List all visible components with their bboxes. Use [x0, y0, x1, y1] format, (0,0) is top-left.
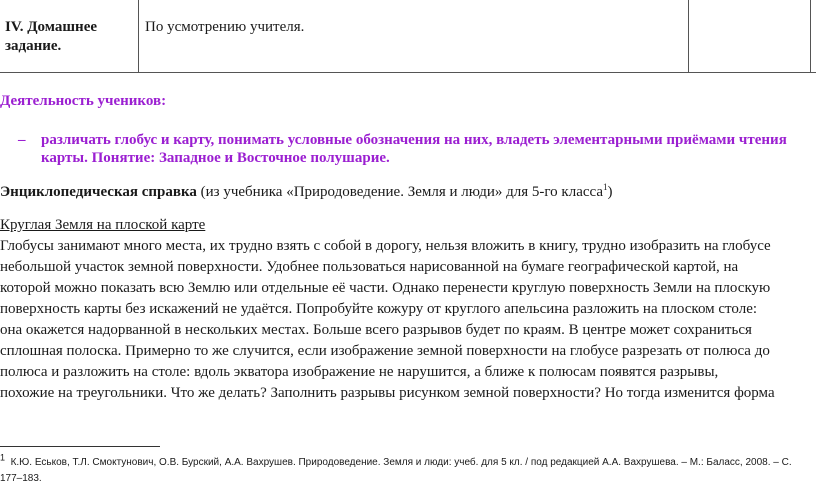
activity-dash: –	[18, 132, 26, 148]
table-bottom-border	[0, 72, 816, 73]
table-cell-heading	[5, 18, 97, 56]
article-line-5: она окажется надорванной в нескольких местах. Больше всего разрывов будет по краям. В центре может сохраниться	[0, 322, 752, 338]
table-divider-3	[810, 0, 811, 73]
reference-text: (из учебника «Природоведение. Земля и люди» для 5-го класса	[196, 184, 604, 200]
footnote-line-2: 177–183.	[0, 473, 42, 484]
table-cell-heading-line-1: IV. Домашнее	[5, 19, 98, 35]
table-cell-content: По усмотрению учителя.	[145, 19, 305, 35]
reference-footnote-mark: 1	[603, 182, 608, 192]
article-title: Круглая Земля на плоской карте	[0, 217, 206, 233]
footnote-text-1: К.Ю. Еськов, Т.Л. Смоктунович, О.В. Бурский, А.А. Вахрушев. Природоведение. Земля и люди: учеб. для 5 кл. / под редакцией А.А. Вахрушева. – М.: Баласс, 2008. – С.	[10, 457, 792, 468]
homework-table-row	[0, 0, 816, 73]
article-line-7: полюса и разложить на столе: вдоль экватора изображение не нарушится, а ближе к полюсам появятся разрывы,	[0, 364, 719, 380]
reference-close: )	[607, 184, 613, 200]
activity-item-line-2: карты. Понятие: Западное и Восточное полушарие.	[41, 150, 390, 166]
article-line-8: похожие на треугольники. Что же делать? Заполнить разрывы рисунком земной поверхности? Но тогда изменится форма	[0, 385, 775, 401]
article-line-2: небольшой участок земной поверхности. Удобнее пользоваться нарисованной на бумаге географической картой, на	[0, 259, 739, 275]
reference-label: Энциклопедическая справка	[0, 184, 197, 200]
activity-item-line-1: различать глобус и карту, понимать условные обозначения на них, владеть элементарными приёмами чтения	[41, 132, 787, 148]
article-line-4: поверхность карты без искажений не удаётся. Попробуйте кожуру от круглого апельсина разложить на плоском столе:	[0, 301, 758, 317]
activity-heading: Деятельность учеников:	[0, 93, 167, 109]
footnote-mark: 1	[0, 452, 6, 463]
table-cell-heading-line-2: задание.	[5, 38, 62, 54]
article-line-3: которой можно показать всю Землю или отдельные её части. Однако перенести круглую поверхность Земли на плоскую	[0, 280, 771, 296]
reference-line	[0, 184, 613, 201]
article-line-1: Глобусы занимают много места, их трудно взять с собой в дорогу, нельзя вложить в книгу, трудно изобразить на глобусе	[0, 238, 771, 254]
table-divider-1	[138, 0, 139, 73]
article-line-6: сплошная полоска. Примерно то же случится, если изображение земной поверхности на глобусе разрезать от полюса до	[0, 343, 770, 359]
footnote-separator	[0, 446, 160, 447]
table-divider-2	[688, 0, 689, 73]
footnote-line-1	[0, 452, 792, 470]
